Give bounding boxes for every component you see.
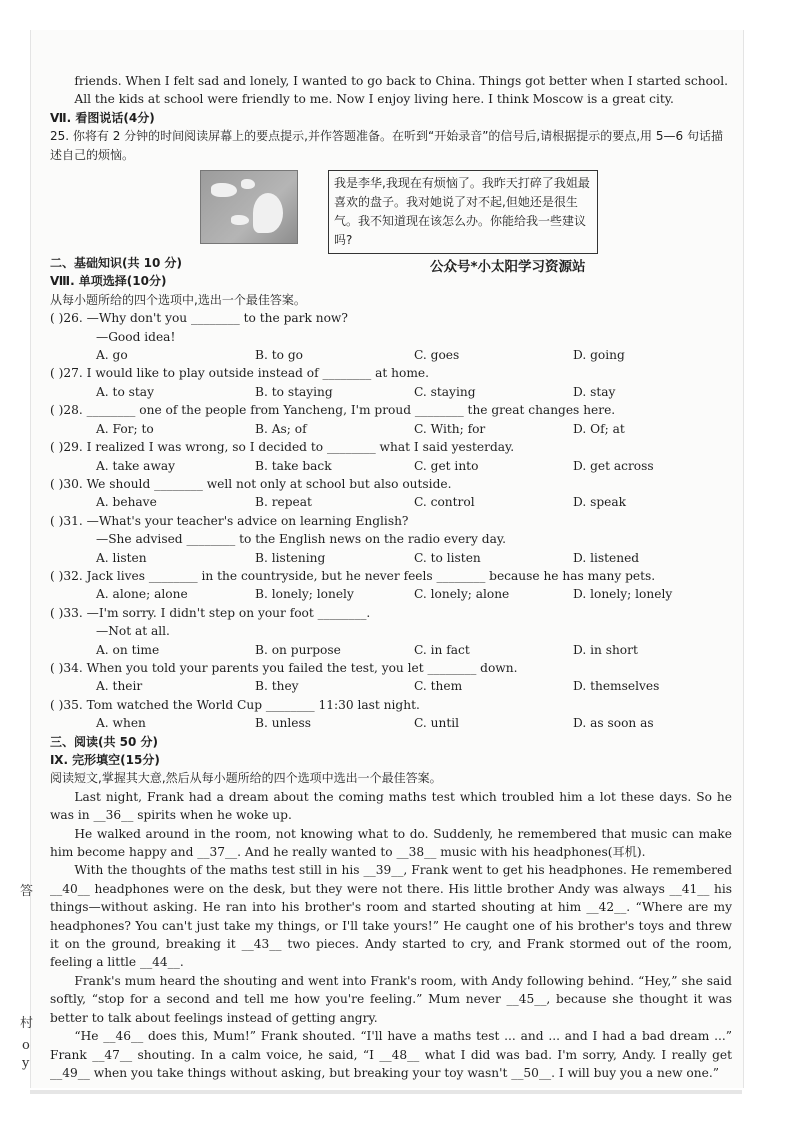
question-stem: ( )32. Jack lives ________ in the countryside, but he never feels ________ because he has many pets.	[50, 568, 656, 583]
question-28	[50, 401, 732, 438]
options-row	[50, 420, 732, 438]
option-c: C. them	[414, 679, 463, 694]
options-row	[50, 714, 732, 732]
question-33	[50, 604, 732, 659]
part-3-title: 三、阅读(共 50 分)	[50, 734, 159, 749]
options-row	[50, 549, 732, 567]
option-d: D. get across	[573, 458, 654, 473]
options-row	[50, 493, 732, 511]
option-c: C. goes	[414, 348, 460, 363]
option-a: A. listen	[96, 550, 147, 565]
question-stem-2: —Good idea!	[96, 329, 176, 344]
option-b: B. listening	[255, 550, 326, 565]
options-row	[50, 641, 732, 659]
page-content	[50, 72, 732, 1082]
question-30	[50, 475, 732, 512]
question-35	[50, 696, 732, 733]
passage-paragraph: “He __46__ does this, Mum!” Frank shouted. “I'll have a maths test ... and ... and I had a bad dream ...” Frank __47__ shouting. In a calm voice, he said, “I __48__ what I did was bad. I'm sorry, Andy. I really get __49__ when you take things without asking, but breaking your toy wasn't __50__. I will buy you a new one.”	[50, 1029, 732, 1080]
section-8-title: Ⅷ. 单项选择(10分)	[50, 274, 167, 289]
option-d: D. as soon as	[573, 716, 654, 731]
question-27	[50, 364, 732, 401]
option-b: B. to go	[255, 348, 303, 363]
question-stem: ( )28. ________ one of the people from Yancheng, I'm proud ________ the great changes here.	[50, 403, 616, 418]
section-7-title: Ⅶ. 看图说话(4分)	[50, 110, 155, 125]
option-b: B. lonely; lonely	[255, 587, 354, 602]
options-row	[50, 585, 732, 603]
question-stem: ( )33. —I'm sorry. I didn't step on your foot ________.	[50, 605, 371, 620]
margin-mark-4: y	[22, 1056, 30, 1071]
question-stem: ( )27. I would like to play outside instead of ________ at home.	[50, 366, 430, 381]
question-25: 25. 你将有 2 分钟的时间阅读屏幕上的要点提示,并作答题准备。在听到“开始录音”的信号后,请根据提示的要点,用 5—6 句话描述自己的烦恼。	[50, 129, 723, 162]
option-b: B. to staying	[255, 384, 333, 399]
option-d: D. in short	[573, 642, 638, 657]
question-26	[50, 309, 732, 364]
margin-mark-3: o	[22, 1038, 30, 1053]
question-stem-2: —Not at all.	[96, 624, 170, 639]
plate-shard	[253, 193, 283, 233]
question-stem: ( )35. Tom watched the World Cup ________ 11:30 last night.	[50, 697, 420, 712]
option-c: C. get into	[414, 458, 479, 473]
option-c: C. to listen	[414, 550, 481, 565]
option-a: A. when	[96, 716, 146, 731]
option-b: B. As; of	[255, 421, 307, 436]
option-b: B. they	[255, 679, 299, 694]
options-row	[50, 457, 732, 475]
broken-plate-photo	[200, 170, 298, 244]
option-d: D. going	[573, 348, 625, 363]
option-a: A. behave	[96, 495, 157, 510]
cloze-passage	[50, 788, 732, 1083]
option-d: D. speak	[573, 495, 627, 510]
option-c: C. until	[414, 716, 460, 731]
margin-mark-2: 村	[20, 1016, 34, 1031]
option-d: D. lonely; lonely	[573, 587, 673, 602]
question-stem: ( )30. We should ________ well not only at school but also outside.	[50, 476, 452, 491]
option-c: C. With; for	[414, 421, 486, 436]
page-bottom-edge	[30, 1090, 742, 1094]
picture-prompt	[50, 170, 732, 250]
option-a: A. For; to	[96, 421, 154, 436]
option-d: D. themselves	[573, 679, 660, 694]
option-c: C. staying	[414, 384, 476, 399]
plate-shard	[231, 215, 249, 225]
option-a: A. to stay	[96, 384, 154, 399]
passage-paragraph: Frank's mum heard the shouting and went into Frank's room, with Andy following behind. “Hey,” she said softly, “stop for a second and tell me how you're feeling.” Mum never __45__, because she thought it was better to talk about feelings instead of getting angry.	[50, 973, 732, 1025]
section-9-instructions: 阅读短文,掌握其大意,然后从每小题所给的四个选项中选出一个最佳答案。	[50, 771, 442, 786]
option-b: B. unless	[255, 716, 312, 731]
section-8-instructions: 从每小题所给的四个选项中,选出一个最佳答案。	[50, 292, 306, 307]
question-stem: ( )31. —What's your teacher's advice on learning English?	[50, 513, 409, 528]
option-c: C. lonely; alone	[414, 587, 510, 602]
question-34	[50, 659, 732, 696]
part-2-title: 二、基础知识(共 10 分)	[50, 256, 183, 271]
option-a: A. go	[96, 348, 128, 363]
question-32	[50, 567, 732, 604]
option-d: D. listened	[573, 550, 640, 565]
option-a: A. on time	[96, 642, 160, 657]
opening-text: friends. When I felt sad and lonely, I wanted to go back to China. Things got better when I started school. All the kids at school were friendly to me. Now I enjoy living here. I think Moscow is a great city.	[74, 74, 729, 107]
option-d: D. stay	[573, 384, 616, 399]
watermark-text: 公众号*小太阳学习资源站	[430, 259, 586, 276]
margin-mark-1: 答	[20, 884, 34, 899]
option-a: A. alone; alone	[96, 587, 188, 602]
prompt-note-box: 我是李华,我现在有烦恼了。我昨天打碎了我姐最喜欢的盘子。我对她说了对不起,但她还是很生气。我不知道现在该怎么办。你能给我一些建议吗?	[328, 170, 598, 254]
passage-paragraph: With the thoughts of the maths test still in his __39__, Frank went to get his headphones. He remembered __40__ headphones were on the desk, but they were not there. His little brother Andy was always __41__ his things—without asking. He ran into his brother's room and started shouting at him __42__. “Where are my headphones? You can't just take my things, or I'll take yours!” He caught one of his brother's toys and threw it on the ground, breaking it __43__ two pieces. Andy started to cry, and Frank stormed out of the room, feeling a little __44__.	[50, 863, 732, 970]
option-b: B. take back	[255, 458, 332, 473]
question-stem: ( )26. —Why don't you ________ to the park now?	[50, 311, 348, 326]
option-a: A. take away	[96, 458, 176, 473]
question-stem: ( )29. I realized I was wrong, so I decided to ________ what I said yesterday.	[50, 440, 515, 455]
section-9-title: Ⅸ. 完形填空(15分)	[50, 753, 160, 767]
passage-paragraph: He walked around in the room, not knowing what to do. Suddenly, he remembered that music can make him become happy and __37__. And he really wanted to __38__ music with his headphones(耳机).	[50, 826, 732, 860]
options-row	[50, 346, 732, 364]
option-c: C. control	[414, 495, 475, 510]
question-stem-2: —She advised ________ to the English news on the radio every day.	[96, 532, 506, 547]
question-29	[50, 438, 732, 475]
option-d: D. Of; at	[573, 421, 625, 436]
options-row	[50, 383, 732, 401]
option-b: B. on purpose	[255, 642, 341, 657]
question-31	[50, 512, 732, 567]
plate-shard	[241, 179, 255, 189]
options-row	[50, 677, 732, 695]
question-stem: ( )34. When you told your parents you failed the test, you let ________ down.	[50, 660, 518, 675]
part-2-header	[50, 254, 732, 276]
passage-paragraph: Last night, Frank had a dream about the coming maths test which troubled him a lot these days. So he was in __36__ spirits when he woke up.	[50, 789, 732, 823]
option-b: B. repeat	[255, 495, 312, 510]
option-a: A. their	[96, 679, 143, 694]
plate-shard	[211, 183, 237, 197]
option-c: C. in fact	[414, 642, 470, 657]
